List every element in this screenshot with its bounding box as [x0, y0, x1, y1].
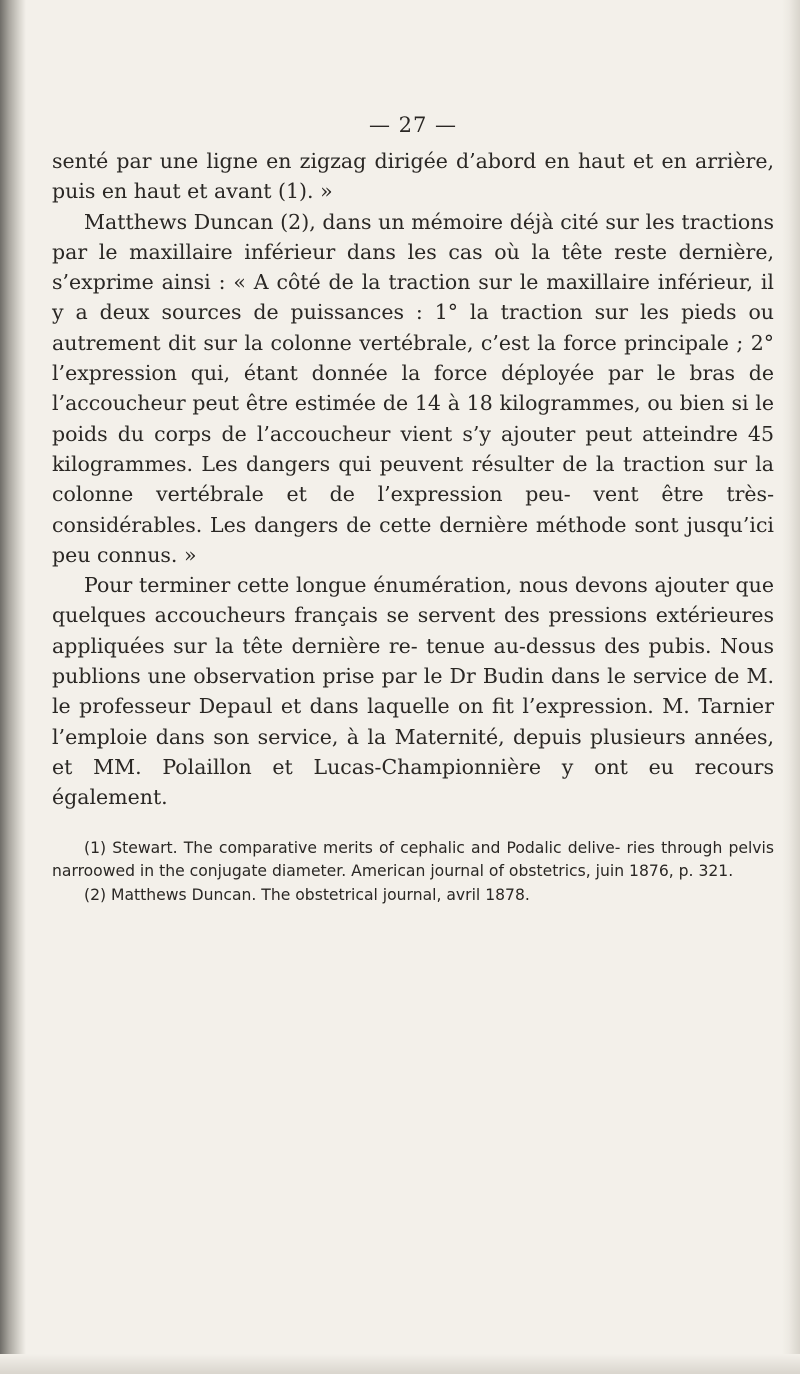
- page-content: [52, 110, 774, 907]
- body-text: [52, 146, 774, 813]
- page-number: — 27 —: [368, 113, 458, 137]
- paragraph-3: Pour terminer cette longue énumération, nous devons ajouter que quelques accoucheurs français se servent des pressions extérieures appliquées sur la tête dernière re- tenue au-dessus des pubis. Nous publions une observation prise par le Dr Budin dans le service de M. le professeur Depaul et dans laquelle on fit l’expression. M. Tarnier l’emploie dans son service, à la Maternité, depuis plusieurs années, et MM. Polaillon et Lucas-Championnière y ont eu recours également.: [52, 573, 774, 810]
- paragraph-2: Matthews Duncan (2), dans un mémoire déjà cité sur les tractions par le maxillaire inférieur dans les cas où la tête reste dernière, s’exprime ainsi : « A côté de la traction sur le maxillaire inférieur, il y a deux sources de puissances : 1° la traction sur les pieds ou autrement dit sur la colonne vertébrale, c’est la force principale ; 2° l’expression qui, étant donnée la force déployée par le bras de l’accoucheur peut être estimée de 14 à 18 kilogrammes, ou bien si le poids du corps de l’accoucheur vient s’y ajouter peut atteindre 45 kilogrammes. Les dangers qui peuvent résulter de la traction sur la colonne vertébrale et de l’expression peu- vent être très-considérables. Les dangers de cette dernière méthode sont jusqu’ici peu connus. »: [52, 209, 774, 567]
- page-bottom-edge: [0, 1354, 800, 1374]
- paragraph-1: senté par une ligne en zigzag dirigée d’abord en haut et en arrière, puis en haut et avant (1). »: [52, 149, 774, 204]
- footnote-2: (2) Matthews Duncan. The obstetrical journal, avril 1878.: [84, 885, 530, 904]
- footnotes: [52, 837, 774, 908]
- footnote-1: (1) Stewart. The comparative merits of cephalic and Podalic delive- ries through pelvis narroowed in the conjugate diameter. American journal of obstetrics, juin 1876, p. 321.: [52, 838, 774, 881]
- page-right-edge: [782, 0, 800, 1374]
- page-binding-edge: [0, 0, 26, 1374]
